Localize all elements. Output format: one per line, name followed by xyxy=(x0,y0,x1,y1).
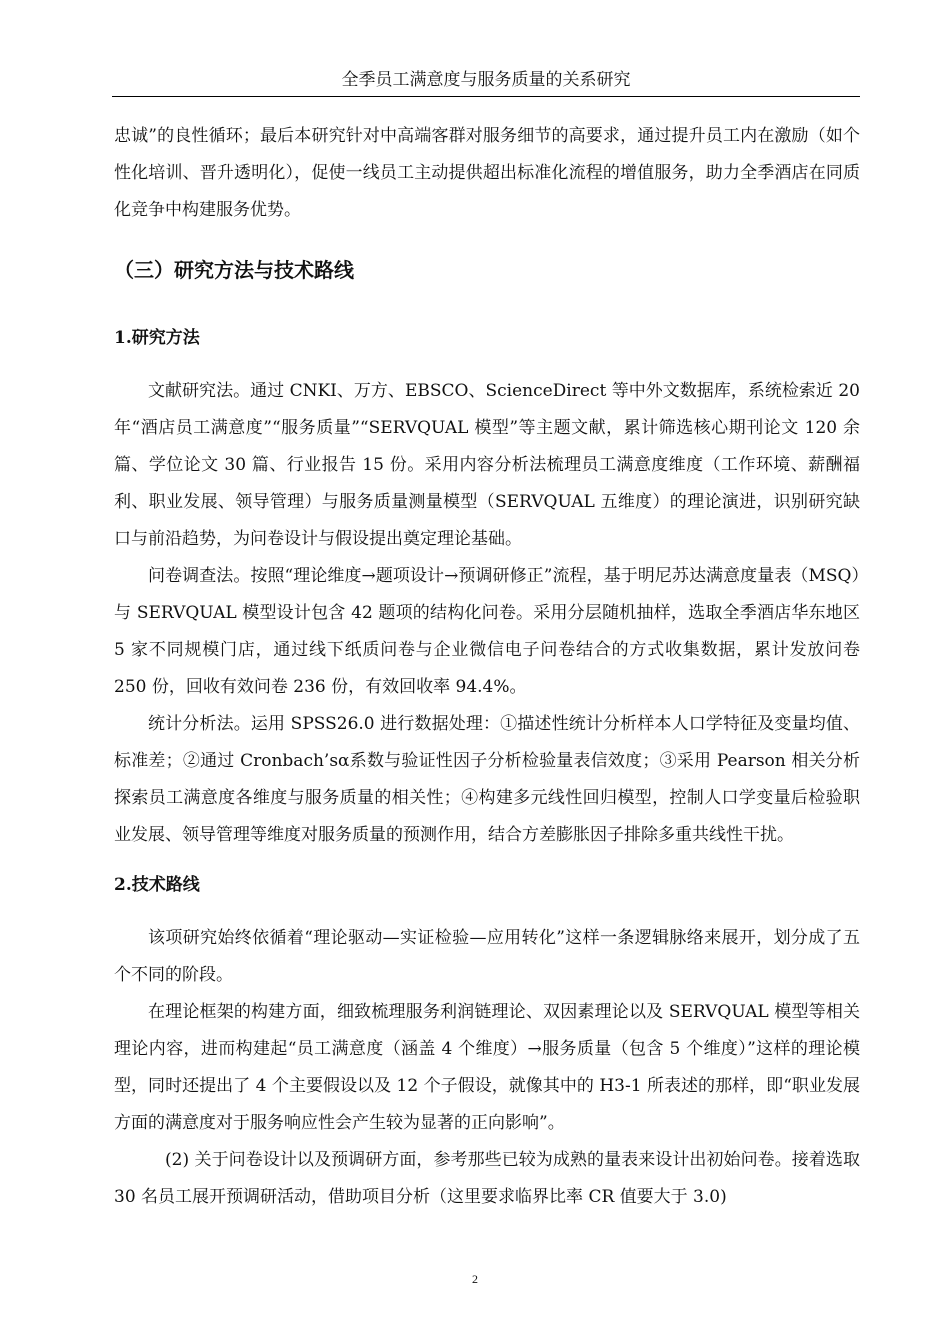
header-rule xyxy=(112,96,860,97)
paragraph-survey-method: 问卷调查法。按照“理论维度→题项设计→预调研修正”流程，基于明尼苏达满意度量表（MSQ）与 SERVQUAL 模型设计包含 42 题项的结构化问卷。采用分层随机抽样，选取全季酒店华东地区 5 家不同规模门店，通过线下纸质问卷与企业微信电子问卷结合的方式收集数据，累计发放问卷 250 份，回收有效问卷 236 份，有效回收率 94.4%。 xyxy=(114,566,860,697)
paragraph-roadmap-overview: 该项研究始终依循着“理论驱动—实证检验—应用转化”这样一条逻辑脉络来展开，划分成了五个不同的阶段。 xyxy=(114,928,860,985)
paragraph-literature-method: 文献研究法。通过 CNKI、万方、EBSCO、ScienceDirect 等中外文数据库，系统检索近 20 年“酒店员工满意度”“服务质量”“SERVQUAL 模型”等主题文献，累计筛选核心期刊论文 120 余篇、学位论文 30 篇、行业报告 15 份。采用内容分析法梳理员工满意度维度（工作环境、薪酬福利、职业发展、领导管理）与服务质量测量模型（SERVQUAL 五维度）的理论演进，识别研究缺口与前沿趋势，为问卷设计与假设提出奠定理论基础。 xyxy=(114,381,860,549)
section-title: （三）研究方法与技术路线 xyxy=(114,258,354,282)
paragraph-questionnaire-design: (2) 关于问卷设计以及预调研方面，参考那些已较为成熟的量表来设计出初始问卷。接着选取 30 名员工展开预调研活动，借助项目分析（这里要求临界比率 CR 值要大于 3.0) xyxy=(114,1150,860,1207)
roadmap-heading: 2.技术路线 xyxy=(114,875,200,895)
page-number: 2 xyxy=(472,1272,478,1286)
intro-paragraph: 忠诚”的良性循环；最后本研究针对中高端客群对服务细节的高要求，通过提升员工内在激励（如个性化培训、晋升透明化），促使一线员工主动提供超出标准化流程的增值服务，助力全季酒店在同质化竞争中构建服务优势。 xyxy=(114,126,860,220)
running-header-title: 全季员工满意度与服务质量的关系研究 xyxy=(341,70,631,90)
paragraph-statistical-method: 统计分析法。运用 SPSS26.0 进行数据处理：①描述性统计分析样本人口学特征及变量均值、标准差；②通过 Cronbach’sα系数与验证性因子分析检验量表信效度；③采用 Pearson 相关分析探索员工满意度各维度与服务质量的相关性；④构建多元线性回归模型，控制人口学变量后检验职业发展、领导管理等维度对服务质量的预测作用，结合方差膨胀因子排除多重共线性干扰。 xyxy=(114,714,860,845)
paragraph-theory-framework: 在理论框架的构建方面，细致梳理服务利润链理论、双因素理论以及 SERVQUAL 模型等相关理论内容，进而构建起“员工满意度（涵盖 4 个维度）→服务质量（包含 5 个维度）”这样的理论模型，同时还提出了 4 个主要假设以及 12 个子假设，就像其中的 H3-1 所表述的那样，即“职业发展方面的满意度对于服务响应性会产生较为显著的正向影响”。 xyxy=(114,1002,860,1133)
document-body xyxy=(114,118,860,1216)
methods-heading: 1.研究方法 xyxy=(114,328,200,348)
